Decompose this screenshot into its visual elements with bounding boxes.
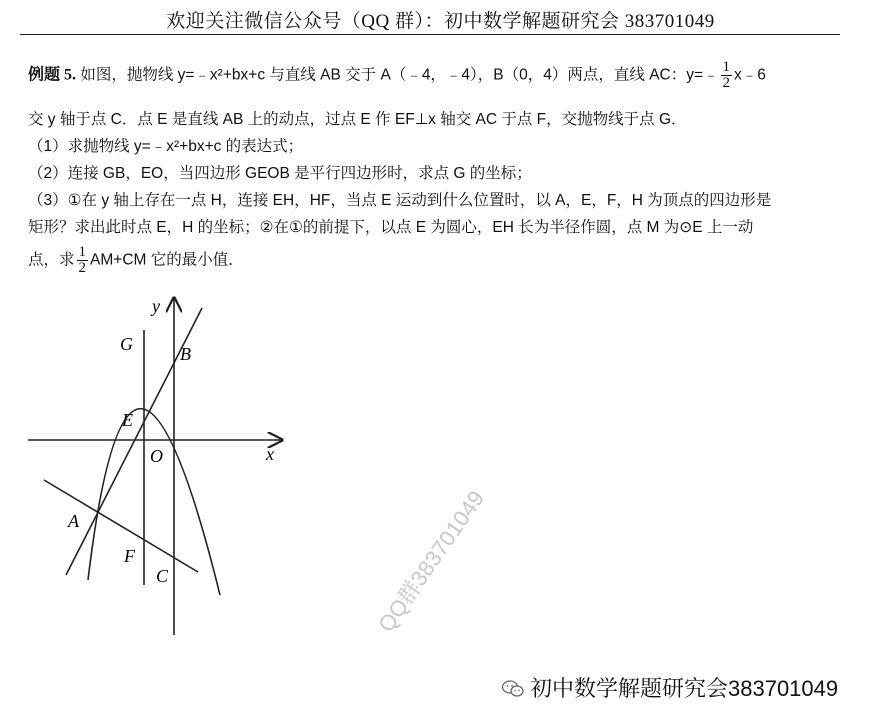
problem-line-2: 交 y 轴于点 C．点 E 是直线 AB 上的动点，过点 E 作 EF⊥x 轴交 AC 于点 F，交抛物线于点 G． (28, 111, 687, 128)
question-3-line-3b: AM+CM 它的最小值． (90, 251, 244, 269)
parabola-curve (88, 409, 220, 595)
fraction-numerator: 1 (722, 59, 731, 75)
header-divider (20, 34, 840, 35)
question-3-line-3 (28, 245, 244, 276)
label-g: G (120, 334, 133, 354)
label-b: B (180, 344, 191, 364)
page-header: 欢迎关注微信公众号（QQ 群）：初中数学解题研究会 383701049 (166, 11, 715, 32)
label-x: x (266, 444, 274, 464)
fraction-half-2 (77, 245, 89, 276)
problem-line-1b: x﹣6 (734, 66, 766, 84)
question-1: （1）求抛物线 y=﹣x²+bx+c 的表达式； (28, 138, 304, 155)
fraction-numerator: 1 (78, 244, 87, 260)
label-e: E (122, 410, 133, 430)
question-3-line-1: （3）①在 y 轴上存在一点 H，连接 EH，HF，当点 E 运动到什么位置时，以 A，E，F，H 为顶点的四边形是 (28, 192, 772, 209)
problem-line-1a: 如图，抛物线 y=﹣x²+bx+c 与直线 AB 交于 A（﹣4，﹣4），B（0，4）两点，直线 AC：y=﹣ (80, 66, 719, 84)
footer-watermark-text: 初中数学解题研究会383701049 (530, 676, 839, 701)
label-o: O (150, 446, 163, 466)
label-f: F (124, 546, 135, 566)
fraction-denominator: 2 (78, 260, 87, 276)
question-3-line-3a: 点，求 (28, 251, 75, 269)
example-label: 例题 5. (28, 66, 77, 84)
label-c: C (156, 566, 169, 586)
label-a: A (68, 511, 79, 531)
question-3-line-2: 矩形？求出此时点 E，H 的坐标；②在①的前提下，以点 E 为圆心，EH 长为半径作圆，点 M 为⊙E 上一动 (28, 219, 754, 236)
question-2: （2）连接 GB，EO，当四边形 GEOB 是平行四边形时，求点 G 的坐标； (28, 165, 532, 182)
wechat-icon (502, 680, 524, 698)
problem-line-1 (28, 60, 766, 91)
label-y: y (152, 296, 160, 316)
watermark-diagonal: QQ群383701049 (373, 486, 490, 637)
footer-watermark (502, 672, 838, 703)
geometry-figure (20, 290, 300, 640)
fraction-denominator: 2 (722, 75, 731, 91)
fraction-half-1 (721, 60, 733, 91)
